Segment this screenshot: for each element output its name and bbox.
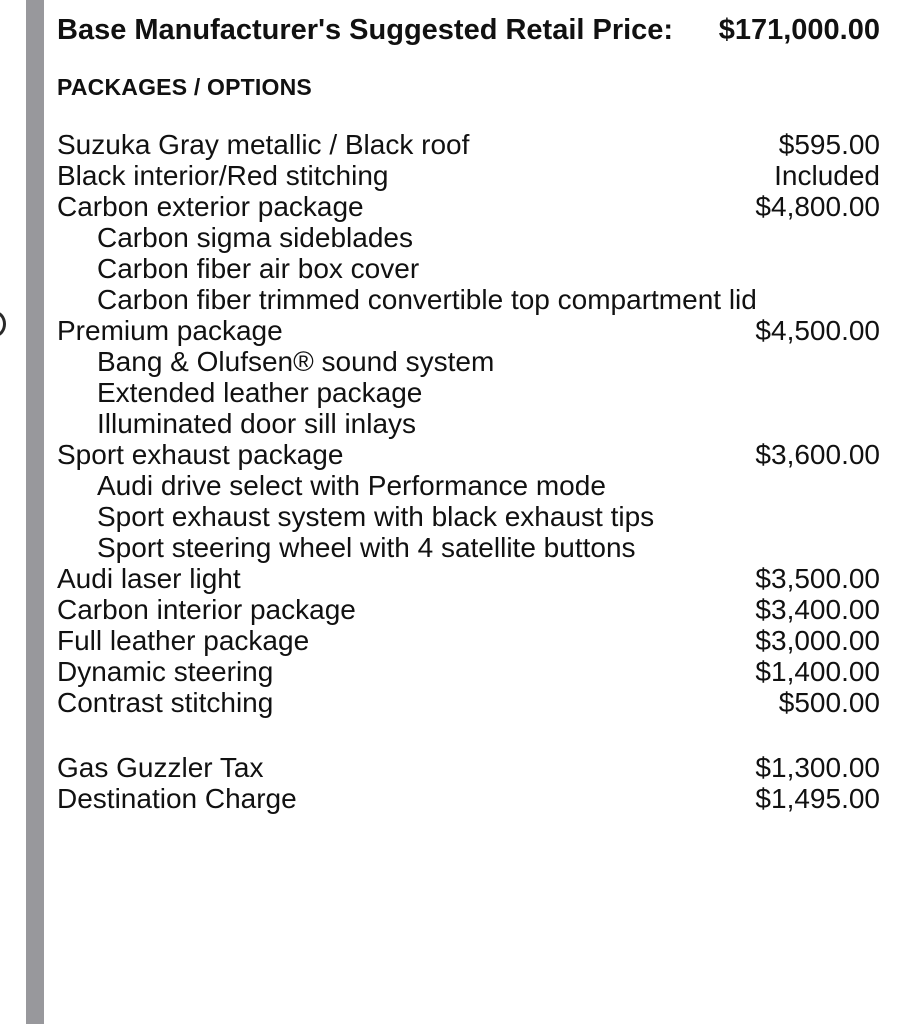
- option-price: $500.00: [778, 687, 880, 718]
- option-price: $3,600.00: [755, 439, 880, 470]
- fee-label: Destination Charge: [57, 783, 297, 814]
- option-label: Sport exhaust system with black exhaust tips: [97, 501, 655, 532]
- msrp-value: $171,000.00: [718, 14, 880, 46]
- option-row: [57, 284, 880, 315]
- option-row: [57, 191, 880, 222]
- packages-options-heading: PACKAGES / OPTIONS: [57, 74, 312, 100]
- option-label: Carbon interior package: [57, 594, 356, 625]
- option-label: Full leather package: [57, 625, 310, 656]
- option-label: Carbon sigma sideblades: [97, 222, 413, 253]
- option-row: [57, 532, 880, 563]
- option-label: Audi laser light: [57, 563, 241, 594]
- option-label: Carbon fiber air box cover: [97, 253, 420, 284]
- option-price: $3,000.00: [755, 625, 880, 656]
- fees-list: [57, 752, 880, 814]
- option-label: Audi drive select with Performance mode: [97, 470, 606, 501]
- option-label: Suzuka Gray metallic / Black roof: [57, 129, 470, 160]
- option-row: [57, 501, 880, 532]
- option-row: [57, 470, 880, 501]
- option-label: Extended leather package: [97, 377, 423, 408]
- option-row: [57, 563, 880, 594]
- option-label: Carbon fiber trimmed convertible top compartment lid: [97, 284, 757, 315]
- option-row: [57, 625, 880, 656]
- option-label: Premium package: [57, 315, 283, 346]
- option-label: Contrast stitching: [57, 687, 274, 718]
- option-price: Included: [774, 160, 880, 191]
- option-row: [57, 594, 880, 625]
- option-label: Black interior/Red stitching: [57, 160, 389, 191]
- option-label: Sport exhaust package: [57, 439, 344, 470]
- option-row: [57, 687, 880, 718]
- option-row: [57, 656, 880, 687]
- option-row: [57, 160, 880, 191]
- option-row: [57, 222, 880, 253]
- option-label: Bang & Olufsen® sound system: [97, 346, 495, 377]
- option-row: [57, 346, 880, 377]
- fee-row: [57, 783, 880, 814]
- fee-label: Gas Guzzler Tax: [57, 752, 264, 783]
- option-row: [57, 253, 880, 284]
- option-label: Dynamic steering: [57, 656, 274, 687]
- option-price: $1,400.00: [755, 656, 880, 687]
- option-row: [57, 315, 880, 346]
- option-price: $4,500.00: [755, 315, 880, 346]
- cutoff-parenthesis-glyph: [0, 311, 6, 337]
- fee-price: $1,495.00: [755, 783, 880, 814]
- option-price: $4,800.00: [755, 191, 880, 222]
- fee-row: [57, 752, 880, 783]
- options-list: [57, 129, 880, 718]
- option-row: [57, 439, 880, 470]
- fee-price: $1,300.00: [755, 752, 880, 783]
- option-row: [57, 408, 880, 439]
- left-vertical-bar: [26, 0, 44, 1024]
- msrp-label: Base Manufacturer's Suggested Retail Price:: [57, 14, 674, 46]
- option-label: Sport steering wheel with 4 satellite buttons: [97, 532, 636, 563]
- option-row: [57, 129, 880, 160]
- option-row: [57, 377, 880, 408]
- option-price: $3,500.00: [755, 563, 880, 594]
- option-label: Illuminated door sill inlays: [97, 408, 417, 439]
- option-label: Carbon exterior package: [57, 191, 364, 222]
- option-price: $595.00: [778, 129, 880, 160]
- msrp-row: [57, 13, 880, 47]
- option-price: $3,400.00: [755, 594, 880, 625]
